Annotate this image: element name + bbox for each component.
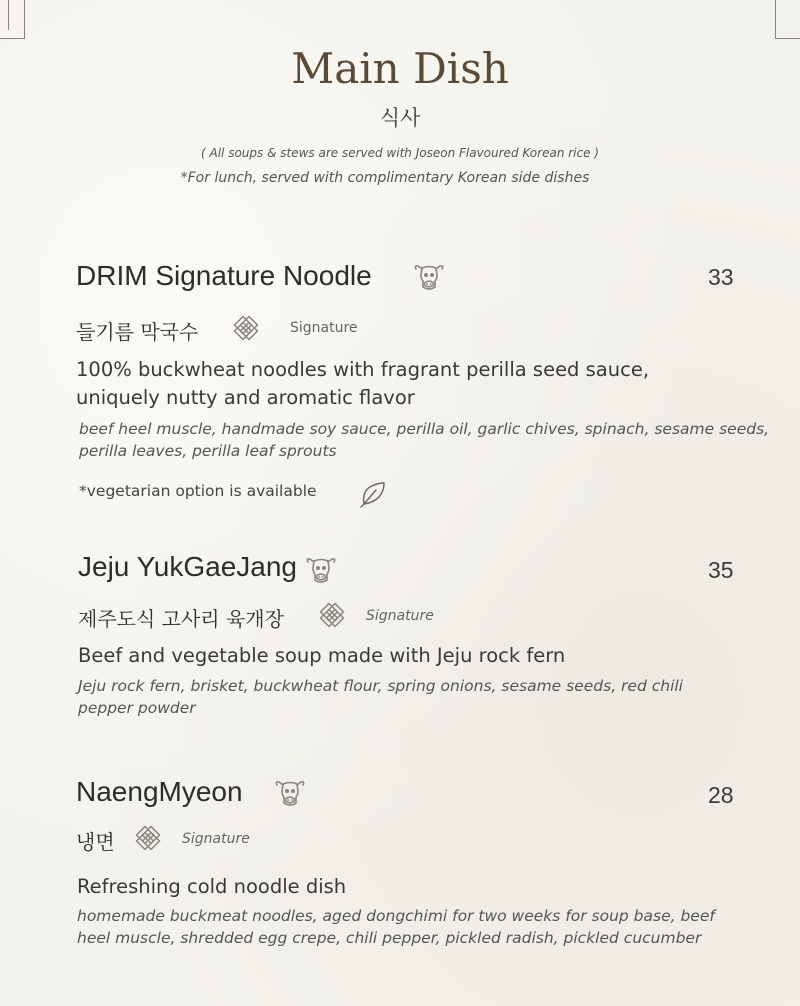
dish-korean-name: 들기름 막국수 <box>76 320 199 344</box>
signature-knot-icon <box>232 314 260 342</box>
dish-price: 33 <box>708 264 734 290</box>
cow-icon <box>304 553 338 587</box>
signature-label: Signature <box>290 320 358 336</box>
dish-name: DRIM Signature Noodle <box>76 260 372 291</box>
dish-ingredients: Jeju rock fern, brisket, buckwheat flour, spring onions, sesame seeds, red chili pepper powder <box>78 677 683 717</box>
dish-description: 100% buckwheat noodles with fragrant perilla seed sauce, uniquely nutty and aromatic flavor <box>76 358 650 409</box>
dish-korean-name: 냉면 <box>76 830 115 854</box>
signature-knot-icon <box>134 824 162 852</box>
dish-price: 28 <box>708 782 734 808</box>
signature-label: Signature <box>366 608 434 624</box>
corner-ornament-left-inner <box>0 0 9 30</box>
cow-icon <box>273 776 307 810</box>
note-lunch-side-dishes: *For lunch, served with complimentary Korean side dishes <box>180 170 590 186</box>
page-subtitle-korean: 식사 <box>379 106 421 130</box>
dish-korean-name: 제주도식 고사리 육개장 <box>78 607 284 631</box>
dish-name: Jeju YukGaeJang <box>78 551 297 582</box>
dish-description: Refreshing cold noodle dish <box>77 875 347 898</box>
note-soups-rice: ( All soups & stews are served with Joseon Flavoured Korean rice ) <box>201 146 599 160</box>
corner-ornament-right <box>775 0 800 39</box>
dish-name: NaengMyeon <box>76 776 243 807</box>
cow-icon <box>412 260 446 294</box>
signature-label: Signature <box>182 831 250 847</box>
dish-price: 35 <box>708 557 734 583</box>
dish-ingredients: beef heel muscle, handmade soy sauce, perilla oil, garlic chives, spinach, sesame seeds, perilla leaves, perilla leaf sprouts <box>79 420 770 460</box>
dish-ingredients: homemade buckmeat noodles, aged dongchimi for two weeks for soup base, beef heel muscle, shredded egg crepe, chili pepper, pickled radish, pickled cucumber <box>77 907 715 947</box>
leaf-icon <box>356 478 388 510</box>
vegetarian-note: *vegetarian option is available <box>79 482 317 500</box>
signature-knot-icon <box>318 601 346 629</box>
page-title: Main Dish <box>291 44 509 93</box>
dish-description: Beef and vegetable soup made with Jeju rock fern <box>78 644 566 667</box>
